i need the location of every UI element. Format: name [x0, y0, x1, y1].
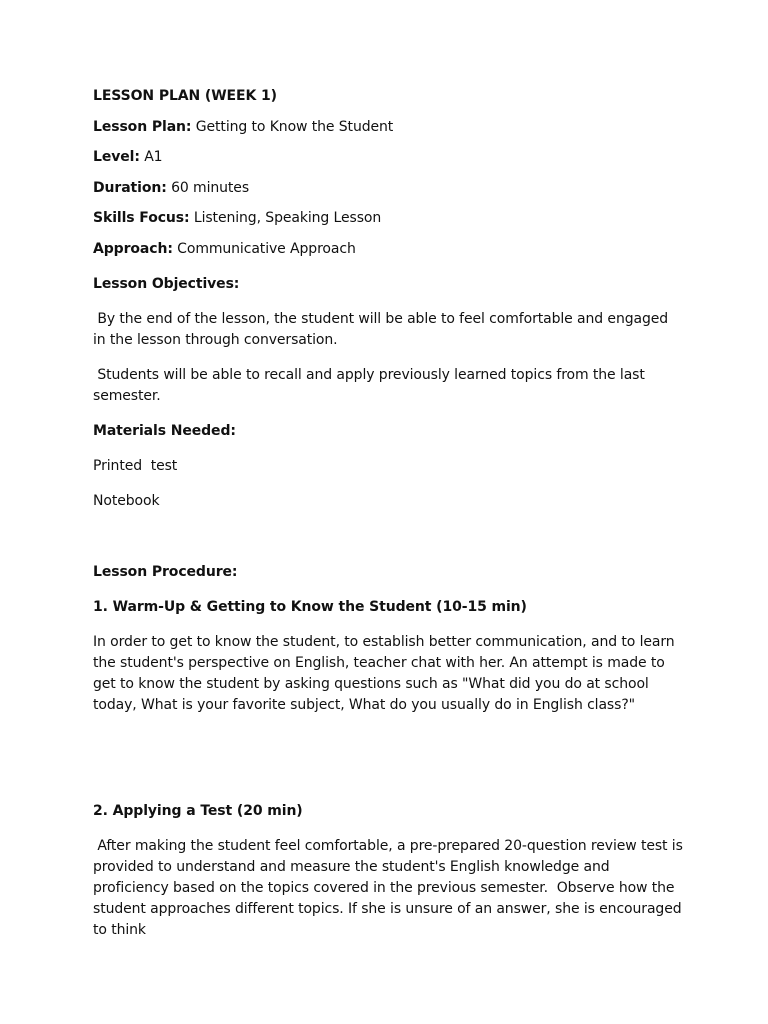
material-item: Printed test	[93, 457, 178, 474]
meta-value: Communicative Approach	[177, 240, 356, 257]
material-item: Notebook	[93, 492, 160, 509]
document-content	[93, 86, 688, 941]
objectives-heading: Lesson Objectives:	[93, 275, 240, 292]
document-title: LESSON PLAN (WEEK 1)	[93, 88, 277, 104]
meta-approach	[93, 239, 683, 260]
procedure-step-body: In order to get to know the student, to establish better communication, and to learn the student's perspective on English, teacher chat with her. An attempt is made to get to know the student by asking questions such as "What did you do at school today, What is your favorite subject, What do you usually do in English class?"	[93, 633, 675, 713]
objective-item: Students will be able to recall and apply previously learned topics from the last semester.	[93, 366, 650, 404]
meta-label: Level:	[93, 149, 140, 165]
meta-lesson-plan	[93, 117, 683, 138]
meta-label: Duration:	[93, 179, 167, 196]
meta-skills-focus	[93, 208, 683, 229]
procedure-heading: Lesson Procedure:	[93, 563, 238, 580]
meta-value: A1	[144, 149, 163, 165]
meta-duration	[93, 178, 683, 199]
meta-label: Lesson Plan:	[93, 118, 192, 135]
meta-label: Approach:	[93, 240, 173, 257]
procedure-step-heading: 2. Applying a Test (20 min)	[93, 802, 303, 819]
meta-value: Getting to Know the Student	[195, 118, 394, 135]
meta-label: Skills Focus:	[93, 210, 190, 226]
meta-level	[93, 147, 683, 168]
meta-value: Listening, Speaking Lesson	[193, 210, 382, 226]
materials-heading: Materials Needed:	[93, 422, 236, 439]
procedure-step-heading: 1. Warm-Up & Getting to Know the Student (10-15 min)	[93, 598, 527, 615]
objective-item: By the end of the lesson, the student will be able to feel comfortable and engaged in the lesson through conversation.	[93, 310, 673, 348]
procedure-step-body: After making the student feel comfortable, a pre-prepared 20-question review test is provided to understand and measure the student's English knowledge and proficiency based on the topics covered in the previous semester. Observe how the student approaches different topics. If she is unsure of an answer, she is encouraged to think	[93, 837, 688, 938]
meta-value: 60 minutes	[171, 179, 250, 196]
